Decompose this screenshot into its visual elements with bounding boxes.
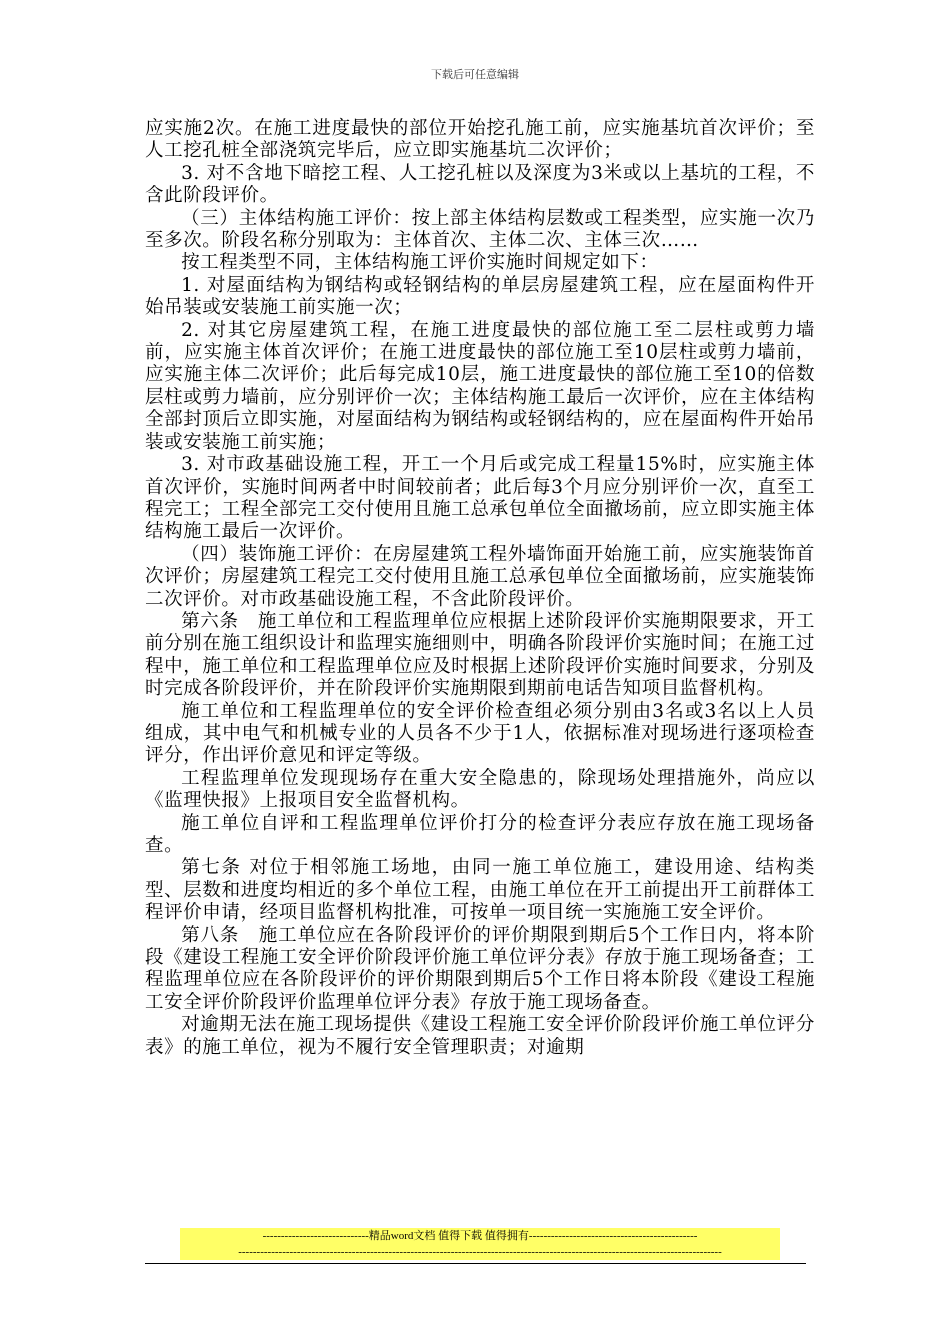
page-header: 下载后可任意编辑 <box>431 68 519 81</box>
paragraph: 应实施2次。在施工进度最快的部位开始挖孔施工前，应实施基坑首次评价；至人工挖孔桩全部浇筑完毕后，应立即实施基坑二次评价； <box>145 118 815 162</box>
paragraph: 按工程类型不同，主体结构施工评价实施时间规定如下： <box>181 252 659 274</box>
footer-banner-line-2: ------------------------------------------------------------------------------------------------------------------------------------ <box>238 1246 722 1258</box>
paragraph: 3. 对不含地下暗挖工程、人工挖孔桩以及深度为3米或以上基坑的工程，不含此阶段评价。 <box>145 162 815 207</box>
paragraph: 施工单位自评和工程监理单位评价打分的检查评分表应存放在施工现场备查。 <box>145 812 815 856</box>
paragraph: 2. 对其它房屋建筑工程，在施工进度最快的部位施工至二层柱或剪力墙前，应实施主体首次评价；在施工进度最快的部位施工至10层柱或剪力墙前，应实施主体二次评价；此后每完成10层，施工进度最快的部位施工至10的倍数层柱或剪力墙前，应分别评价一次；主体结构施工最后一次评价，应在主体结构全部封顶后立即实施，对屋面结构为钢结构或轻钢结构的，应在屋面构件开始吊装或安装施工前实施； <box>145 319 815 453</box>
paragraph: 第八条 施工单位应在各阶段评价的评价期限到期后5个工作日内，将本阶段《建设工程施工安全评价阶段评价施工单位评分表》存放于施工现场备查；工程监理单位应在各阶段评价的评价期限到期后5个工作日将本阶段《建设工程施工安全评价阶段评价监理单位评分表》存放于施工现场备查。 <box>145 924 815 1013</box>
footer-divider <box>145 1263 806 1264</box>
paragraph: 1. 对屋面结构为钢结构或轻钢结构的单层房屋建筑工程，应在屋面构件开始吊装或安装施工前实施一次； <box>145 274 815 319</box>
paragraph: 第六条 施工单位和工程监理单位应根据上述阶段评价实施期限要求，开工前分别在施工组织设计和监理实施细则中，明确各阶段评价实施时间；在施工过程中，施工单位和工程监理单位应及时根据上述阶段评价实施时间要求，分别及时完成各阶段评价，并在阶段评价实施期限到期前电话告知项目监督机构。 <box>145 610 815 700</box>
footer-banner-line-1: -----------------------------精品word文档 值得下载 值得拥有---------------------------------------------- <box>262 1230 698 1242</box>
paragraph: 施工单位和工程监理单位的安全评价检查组必须分别由3名或3名以上人员组成，其中电气和机械专业的人员各不少于1人，依据标准对现场进行逐项检查评分，作出评价意见和评定等级。 <box>145 700 815 767</box>
paragraph: （四）装饰施工评价：在房屋建筑工程外墙饰面开始施工前，应实施装饰首次评价；房屋建筑工程完工交付使用且施工总承包单位全面撤场前，应实施装饰二次评价。对市政基础设施工程，不含此阶段评价。 <box>145 543 815 610</box>
document-body <box>145 118 815 1059</box>
paragraph: 第七条 对位于相邻施工场地，由同一施工单位施工，建设用途、结构类型、层数和进度均相近的多个单位工程，由施工单位在开工前提出开工前群体工程评价申请，经项目监督机构批准，可按单一项目统一实施施工安全评价。 <box>145 857 815 924</box>
paragraph: 对逾期无法在施工现场提供《建设工程施工安全评价阶段评价施工单位评分表》的施工单位，视为不履行安全管理职责；对逾期 <box>145 1014 815 1058</box>
paragraph: （三）主体结构施工评价：按上部主体结构层数或工程类型，应实施一次乃至多次。阶段名称分别取为：主体首次、主体二次、主体三次…… <box>145 207 815 252</box>
paragraph: 3. 对市政基础设施工程，开工一个月后或完成工程量15%时，应实施主体首次评价，实施时间两者中时间较前者；此后每3个月应分别评价一次，直至工程完工；工程全部完工交付使用且施工总承包单位全面撤场前，应立即实施主体结构施工最后一次评价。 <box>145 454 815 543</box>
footer-banner <box>180 1228 780 1260</box>
paragraph: 工程监理单位发现现场存在重大安全隐患的，除现场处理措施外，尚应以《监理快报》上报项目安全监督机构。 <box>145 767 815 812</box>
